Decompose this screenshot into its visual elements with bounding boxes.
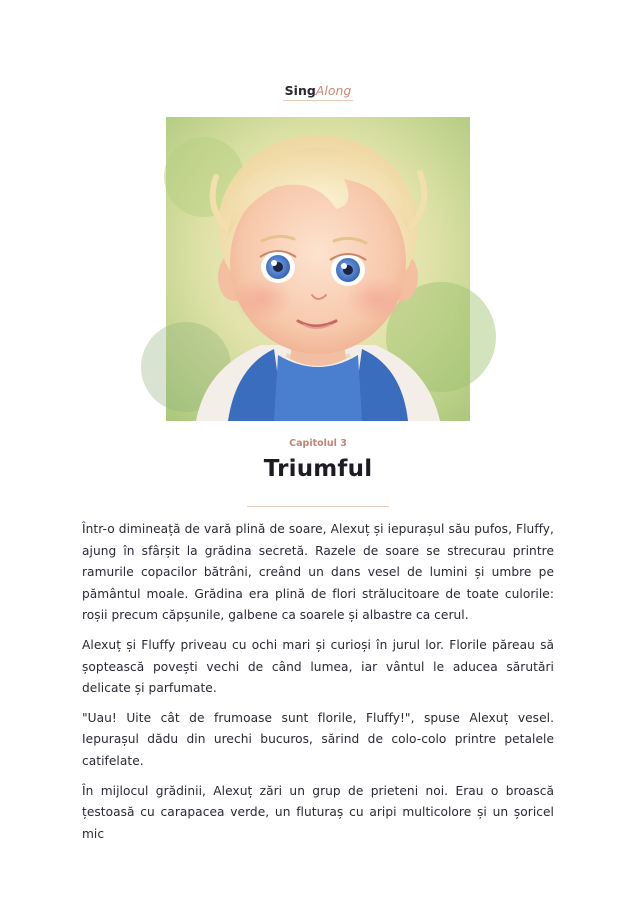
story-paragraph: Alexuț și Fluffy priveau cu ochi mari și curioși în jurul lor. Florile păreau să șoptească povești vechi de când lumea, iar vântul le aducea sărutări delicate și parfumate. bbox=[82, 637, 554, 696]
brand-name-accent: Along bbox=[315, 83, 352, 98]
brand-wordmark bbox=[283, 82, 354, 101]
chapter-illustration bbox=[166, 117, 470, 421]
brand-logo bbox=[0, 82, 636, 101]
story-paragraph: În mijlocul grădinii, Alexuț zări un grup de prieteni noi. Erau o broască țestoasă cu carapacea verde, un fluturaș cu aripi multicolore și un șoricel mic bbox=[82, 783, 554, 841]
chapter-label: Capitolul 3 bbox=[289, 438, 347, 449]
story-paragraph: Într-o dimineață de vară plină de soare, Alexuț și iepurașul său pufos, Fluffy, ajung în sfârșit la grădina secretă. Razele de soare se strecurau printre ramurile copacilor bătrâni, creând un dans vesel de lumini și umbre pe pământul moale. Grădina era plină de flori strălucitoare de toate culorile: roșii precum căpșunile, galbene ca soarele și albastre ca cerul. bbox=[82, 522, 554, 623]
title-divider bbox=[247, 506, 389, 507]
chapter-title: Triumful bbox=[263, 456, 373, 482]
story-text bbox=[82, 519, 554, 841]
story-paragraph: "Uau! Uite cât de frumoase sunt florile, Fluffy!", spuse Alexuț vesel. Iepurașul dădu din urechi bucuros, sărind de colo-colo printre petalele catifelate. bbox=[82, 710, 554, 768]
brand-name-strong: Sing bbox=[284, 83, 316, 98]
